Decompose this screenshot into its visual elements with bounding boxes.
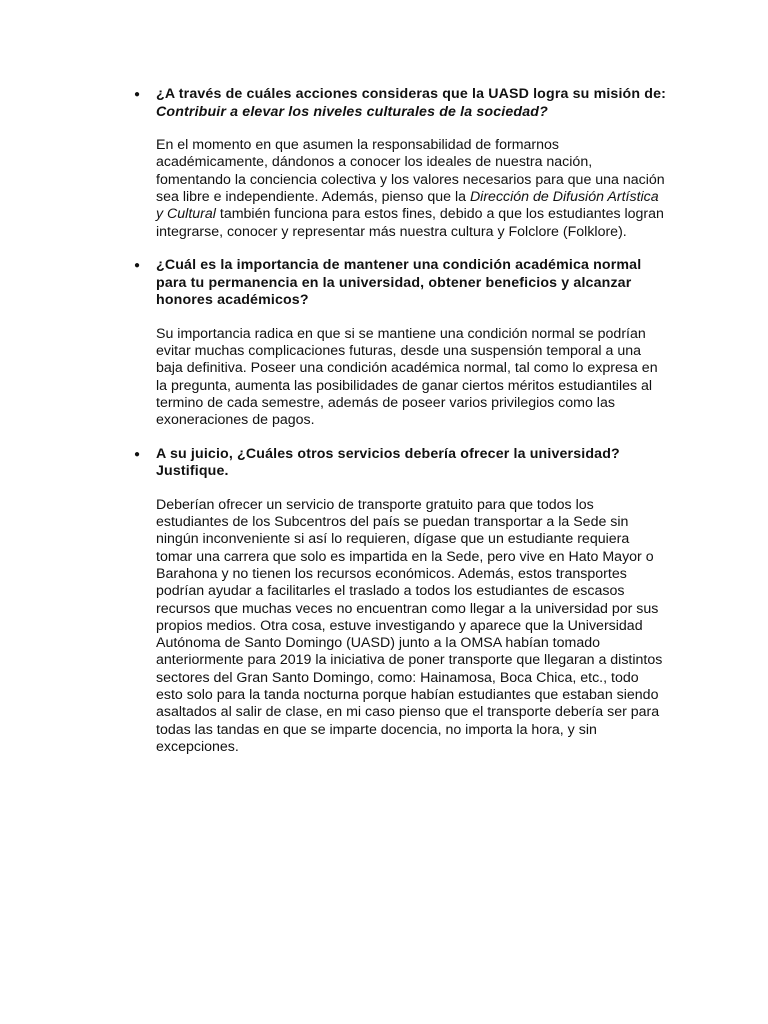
question-2 — [134, 256, 668, 310]
answer-1 — [156, 137, 668, 241]
question-1-text: ¿A través de cuáles acciones consideras que la UASD logra su misión de: — [156, 86, 667, 102]
question-2-text: ¿Cuál es la importancia de mantener una condición académica normal para tu permanencia en la universidad, obtener beneficios y alcanzar honores académicos? — [156, 256, 642, 309]
answer-1-italic: Dirección de Difusión Artística y Cultural — [156, 189, 659, 223]
question-1 — [134, 86, 668, 121]
bullet-icon: ● — [134, 259, 141, 271]
qa-item-3 — [134, 445, 668, 757]
question-1-italic: Contribuir a elevar los niveles culturales de la sociedad? — [156, 103, 548, 120]
qa-item-1 — [134, 86, 668, 241]
question-3 — [134, 445, 668, 481]
answer-2: Su importancia radica en que si se mantiene una condición normal se podrían evitar muchas complicaciones futuras, desde una suspensión temporal a una baja definitiva. Poseer una condición académica normal, tal como lo expresa en la pregunta, aumenta las posibilidades de ganar ciertos méritos estudiantiles al termino de cada semestre, además de poseer varios privilegios como las exoneraciones de pagos. — [156, 325, 658, 429]
qa-item-2 — [134, 256, 668, 430]
question-3-text: A su juicio, ¿Cuáles otros servicios debería ofrecer la universidad? Justifique. — [156, 445, 620, 480]
answer-3: Deberían ofrecer un servicio de transporte gratuito para que todos los estudiantes de los Subcentros del país se puedan transportar a la Sede sin ningún inconveniente si así lo requieren, dígase que un estudiante requiera tomar una carrera que solo es impartida en la Sede, pero vive en Hato Mayor o Barahona y no tienen los recursos económicos. Además, estos transportes podrían ayudar a facilitarles el traslado a todos los estudiantes de escasos recursos que muchas veces no encuentran como llegar a la universidad por sus propios medios. Otra cosa, estuve investigando y aparece que la Universidad Autónoma de Santo Domingo (UASD) junto a la OMSA habían tomado anteriormente para 2019 la iniciativa de poner transporte que llegaran a distintos sectores del Gran Santo Domingo, como: Hainamosa, Boca Chica, etc., todo esto solo para la tanda nocturna porque habían estudiantes que estaban siendo asaltados al salir de clase, en mi caso pienso que el transporte debería ser para todas las tandas en que se imparte docencia, no importa la hora, y sin excepciones. — [156, 496, 663, 755]
answer-1-text-end: también funciona para estos fines, debido a que los estudiantes logran integrarse, conocer y representar más nuestra cultura y Folclore (Folklore). — [156, 206, 664, 240]
answer-1-text-start: En el momento en que asumen la responsabilidad de formarnos académicamente, dándonos a conocer los ideales de nuestra nación, fomentando la conciencia colectiva y los valores necesarios para que una nación sea libre e independiente. Además, pienso que la — [156, 137, 665, 206]
bullet-icon: ● — [134, 89, 141, 100]
bullet-icon: ● — [134, 448, 141, 460]
